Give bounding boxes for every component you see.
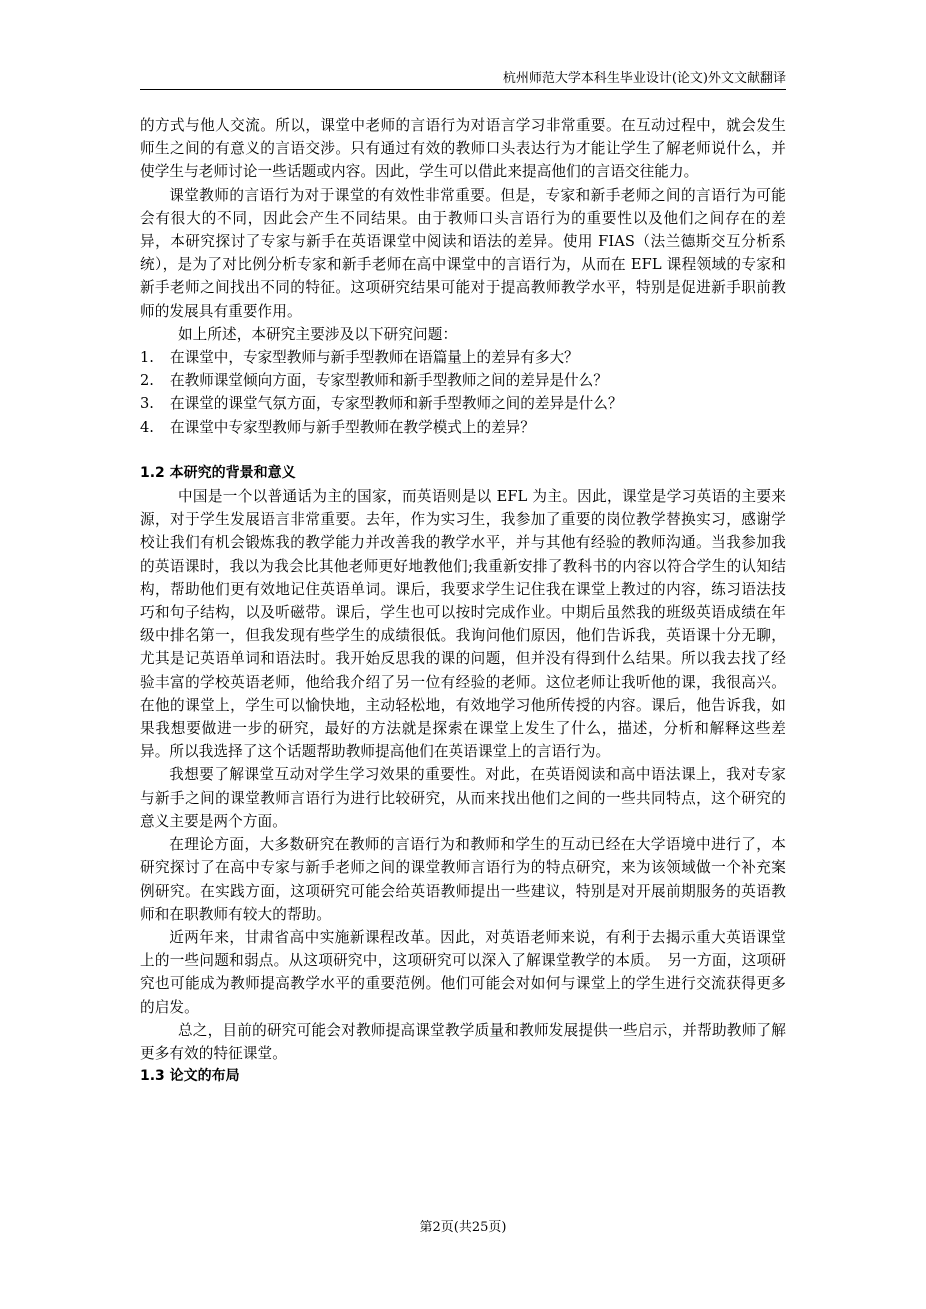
paragraph-research-questions-intro: 如上所述，本研究主要涉及以下研究问题： [177, 325, 458, 343]
research-questions-list [140, 346, 786, 439]
list-item-number: 1. [140, 349, 154, 367]
paragraph-continued: 的方式与他人交流。所以，课堂中老师的言语行为对语言学习非常重要。在互动过程中，就会发生师生之间的有意义的言语交涉。只有通过有效的教师口头表达行为才能让学生了解老师说什么，并使学生与老师讨论一些话题或内容。因此，学生可以借此来提高他们的言语交往能力。 [140, 117, 786, 181]
list-item-number: 2. [140, 372, 154, 390]
list-item-text: 在课堂中，专家型教师与新手型教师在语篇量上的差异有多大？ [170, 349, 579, 367]
section-heading-1-3: 1.3 论文的布局 [140, 1068, 240, 1085]
list-item [140, 346, 786, 369]
paragraph-curriculum-reform: 近两年来，甘肃省高中实施新课程改革。因此，对英语老师来说，有利于去揭示重大英语课堂上的一些问题和弱点。从这项研究中，这项研究可以深入了解课堂教学的本质。 另一方面，这项研究也可能成为教师提高教学水平的重要范例。他们可能会对如何与课堂上的学生进行交流获得更多的启发。 [140, 928, 786, 1016]
section-spacer [140, 439, 786, 462]
section-heading-1-2: 1.2 本研究的背景和意义 [140, 464, 296, 481]
list-item-number: 4. [140, 418, 154, 436]
list-item [140, 392, 786, 415]
paragraph-background: 中国是一个以普通话为主的国家，而英语则是以 EFL 为主。因此，课堂是学习英语的主要来源，对于学生发展语言非常重要。去年，作为实习生，我参加了重要的岗位教学替换实习，感谢学校让我们有机会锻炼我的教学能力并改善我的教学水平，并与其他有经验的教师沟通。当我参加我的英语课时，我以为我会比其他老师更好地教他们;我重新安排了教科书的内容以符合学生的认知结构，帮助他们更有效地记住英语单词。课后，我要求学生记住我在课堂上教过的内容，练习语法技巧和句子结构，以及听磁带。课后，学生也可以按时完成作业。中期后虽然我的班级英语成绩在年级中排名第一，但我发现有些学生的成绩很低。我询问他们原因，他们告诉我，英语课十分无聊，尤其是记英语单词和语法时。我开始反思我的课的问题，但并没有得到什么结果。所以我去找了经验丰富的学校英语老师，他给我介绍了另一位有经验的老师。这位老师让我听他的课，我很高兴。在他的课堂上，学生可以愉快地，主动轻松地，有效地学习他所传授的内容。课后，他告诉我，如果我想要做进一步的研究，最好的方法就是探索在课堂上发生了什么，描述，分析和解释这些差异。所以我选择了这个话题帮助教师提高他们在英语课堂上的言语行为。 [140, 488, 786, 761]
page-body [140, 114, 786, 1088]
list-item [140, 369, 786, 392]
paragraph-significance: 我想要了解课堂互动对学生学习效果的重要性。对此，在英语阅读和高中语法课上，我对专家与新手之间的课堂教师言语行为进行比较研究，从而来找出他们之间的一些共同特点，这个研究的意义主要是两个方面。 [140, 766, 786, 830]
list-item-number: 3. [140, 395, 154, 413]
page-number-footer: 第2页(共25页) [419, 1220, 507, 1235]
header-rule [140, 89, 786, 90]
list-item-text: 在课堂的课堂气氛方面，专家型教师和新手型教师之间的差异是什么？ [170, 395, 623, 413]
list-item [140, 416, 786, 439]
list-item-text: 在课堂中专家型教师与新手型教师在教学模式上的差异？ [170, 418, 535, 436]
paragraph-conclusion: 总之，目前的研究可能会对教师提高课堂教学质量和教师发展提供一些启示，并帮助教师了解更多有效的特征课堂。 [140, 1021, 786, 1062]
paragraph-teacher-speech: 课堂教师的言语行为对于课堂的有效性非常重要。但是，专家和新手老师之间的言语行为可能会有很大的不同，因此会产生不同结果。由于教师口头言语行为的重要性以及他们之间存在的差异，本研究探讨了专家与新手在英语课堂中阅读和语法的差异。使用 FIAS（法兰德斯交互分析系统），是为了对比例分析专家和新手老师在高中课堂中的言语行为，从而在 EFL 课程领域的专家和新手老师之间找出不同的特征。这项研究结果可能对于提高教师教学水平，特别是促进新手职前教师的发展具有重要作用。 [140, 186, 786, 320]
paragraph-theory-practice: 在理论方面，大多数研究在教师的言语行为和教师和学生的互动已经在大学语境中进行了，本研究探讨了在高中专家与新手老师之间的课堂教师言语行为的特点研究，来为该领域做一个补充案例研究。在实践方面，这项研究可能会给英语教师提出一些建议，特别是对开展前期服务的英语教师和在职教师有较大的帮助。 [140, 836, 786, 923]
list-item-text: 在教师课堂倾向方面，专家型教师和新手型教师之间的差异是什么？ [170, 372, 608, 390]
running-header: 杭州师范大学本科生毕业设计(论文)外文文献翻译 [502, 71, 786, 86]
